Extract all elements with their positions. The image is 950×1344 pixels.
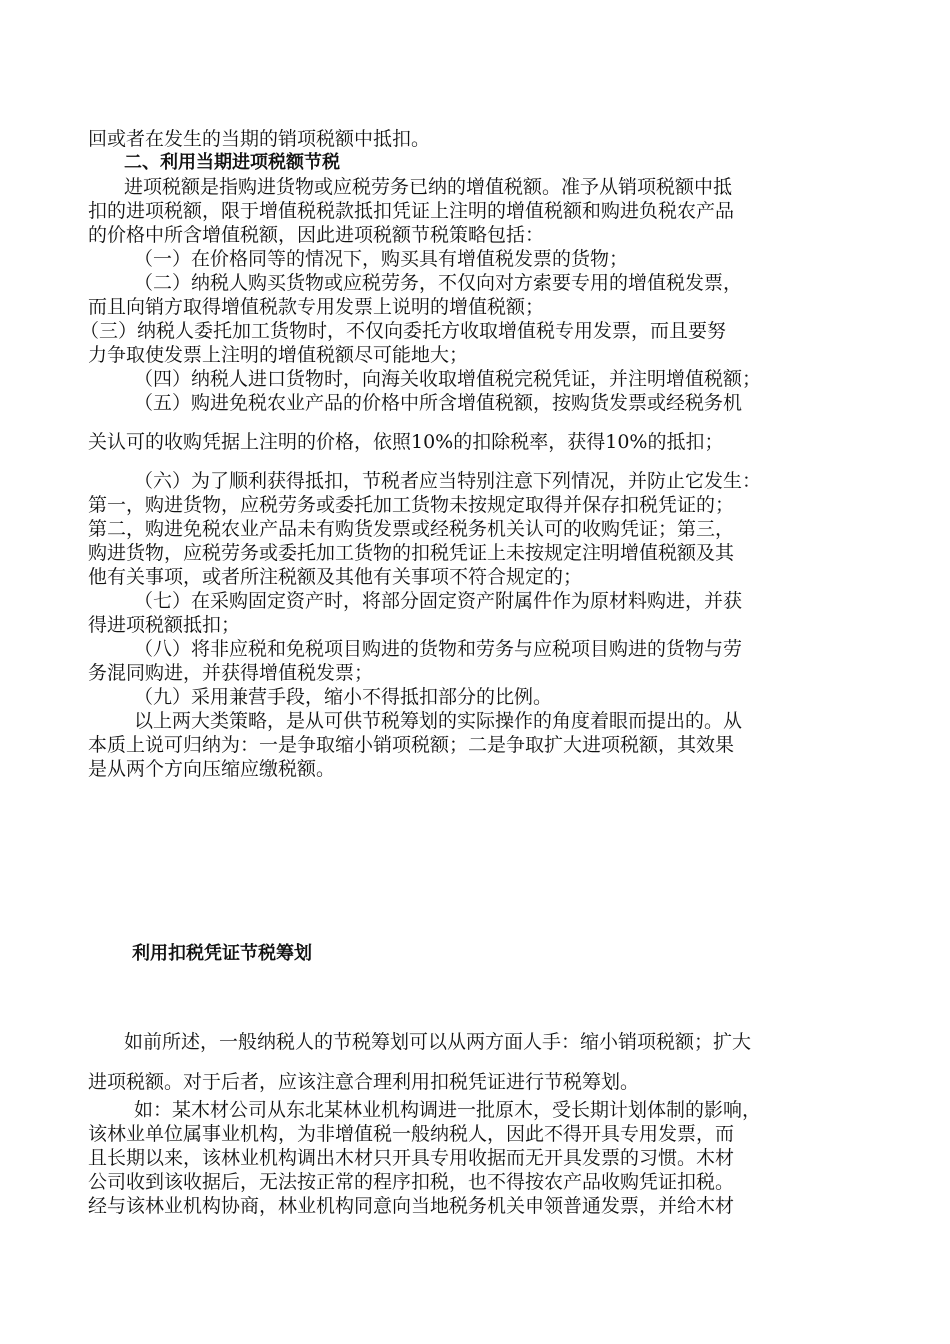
text-line: 是从两个方向压缩应缴税额。 bbox=[88, 758, 336, 780]
list-item: （一）在价格同等的情况下，购买具有增值税发票的货物； bbox=[134, 248, 629, 270]
text-line: 公司收到该收据后，无法按正常的程序扣税，也不得按农产品收购凭证扣税。 bbox=[88, 1171, 735, 1193]
list-item: （六）为了顺利获得抵扣，节税者应当特别注意下列情况，并防止它发生： bbox=[134, 470, 762, 492]
text-line: 经与该林业机构协商，林业机构同意向当地税务机关申领普通发票，并给木材 bbox=[88, 1195, 735, 1217]
text-line: 回或者在发生的当期的销项税额中抵扣。 bbox=[88, 128, 431, 150]
list-item: （八）将非应税和免税项目购进的货物和劳务与应税项目购进的货物与劳 bbox=[134, 638, 743, 660]
text-line: 如：某木材公司从东北某林业机构调进一批原木，受长期计划体制的影响， bbox=[134, 1099, 762, 1121]
text-line: 如前所述，一般纳税人的节税筹划可以从两方面人手：缩小销项税额；扩大 bbox=[124, 1031, 752, 1053]
text-line: 得进项税额抵扣； bbox=[88, 614, 241, 636]
list-item: （五）购进免税农业产品的价格中所含增值税额，按购货发票或经税务机 bbox=[134, 392, 743, 414]
list-item: （四）纳税人进口货物时，向海关收取增值税完税凭证，并注明增值税额； bbox=[134, 368, 762, 390]
text-line: 以上两大类策略，是从可供节税筹划的实际操作的角度着眼而提出的。从 bbox=[134, 710, 743, 732]
text-line: 力争取使发票上注明的增值税额尽可能地大； bbox=[88, 344, 469, 366]
list-item: （三）纳税人委托加工货物时，不仅向委托方收取增值税专用发票，而且要努 bbox=[80, 320, 727, 342]
text-line: 他有关事项，或者所注税额及其他有关事项不符合规定的； bbox=[88, 566, 583, 588]
text-line: 本质上说可归纳为：一是争取缩小销项税额；二是争取扩大进项税额，其效果 bbox=[88, 734, 735, 756]
section-title: 利用扣税凭证节税筹划 bbox=[132, 943, 312, 964]
list-item: （九）采用兼营手段，缩小不得抵扣部分的比例。 bbox=[134, 686, 553, 708]
section-heading: 二、利用当期进项税额节税 bbox=[124, 152, 340, 173]
text-line: 第一，购进货物，应税劳务或委托加工货物未按规定取得并保存扣税凭证的； bbox=[88, 494, 735, 516]
text-line: 第二，购进免税农业产品未有购货发票或经税务机关认可的收购凭证；第三， bbox=[88, 518, 735, 540]
text-line: 务混同购进，并获得增值税发票； bbox=[88, 662, 374, 684]
text-line: 购进货物，应税劳务或委托加工货物的扣税凭证上未按规定注明增值税额及其 bbox=[88, 542, 735, 564]
text-line: 该林业单位属事业机构，为非增值税一般纳税人，因此不得开具专用发票，而 bbox=[88, 1123, 735, 1145]
text-line: 关认可的收购凭据上注明的价格，依照10%的扣除税率，获得10%的抵扣； bbox=[88, 431, 724, 453]
list-item: （七）在采购固定资产时，将部分固定资产附属件作为原材料购进，并获 bbox=[134, 590, 743, 612]
text-line: 扣的进项税额，限于增值税税款抵扣凭证上注明的增值税额和购进负税农产品 bbox=[88, 200, 735, 222]
text-line: 的价格中所含增值税额，因此进项税额节税策略包括： bbox=[88, 224, 545, 246]
text-line: 且长期以来，该林业机构调出木材只开具专用收据而无开具发票的习惯。木材 bbox=[88, 1147, 735, 1169]
text-line: 进项税额是指购进货物或应税劳务已纳的增值税额。准予从销项税额中抵 bbox=[124, 176, 733, 198]
list-item: （二）纳税人购买货物或应税劳务，不仅向对方索要专用的增值税发票， bbox=[134, 272, 743, 294]
text-line: 进项税额。对于后者，应该注意合理利用扣税凭证进行节税筹划。 bbox=[88, 1071, 640, 1093]
text-line: 而且向销方取得增值税款专用发票上说明的增值税额； bbox=[88, 296, 545, 318]
